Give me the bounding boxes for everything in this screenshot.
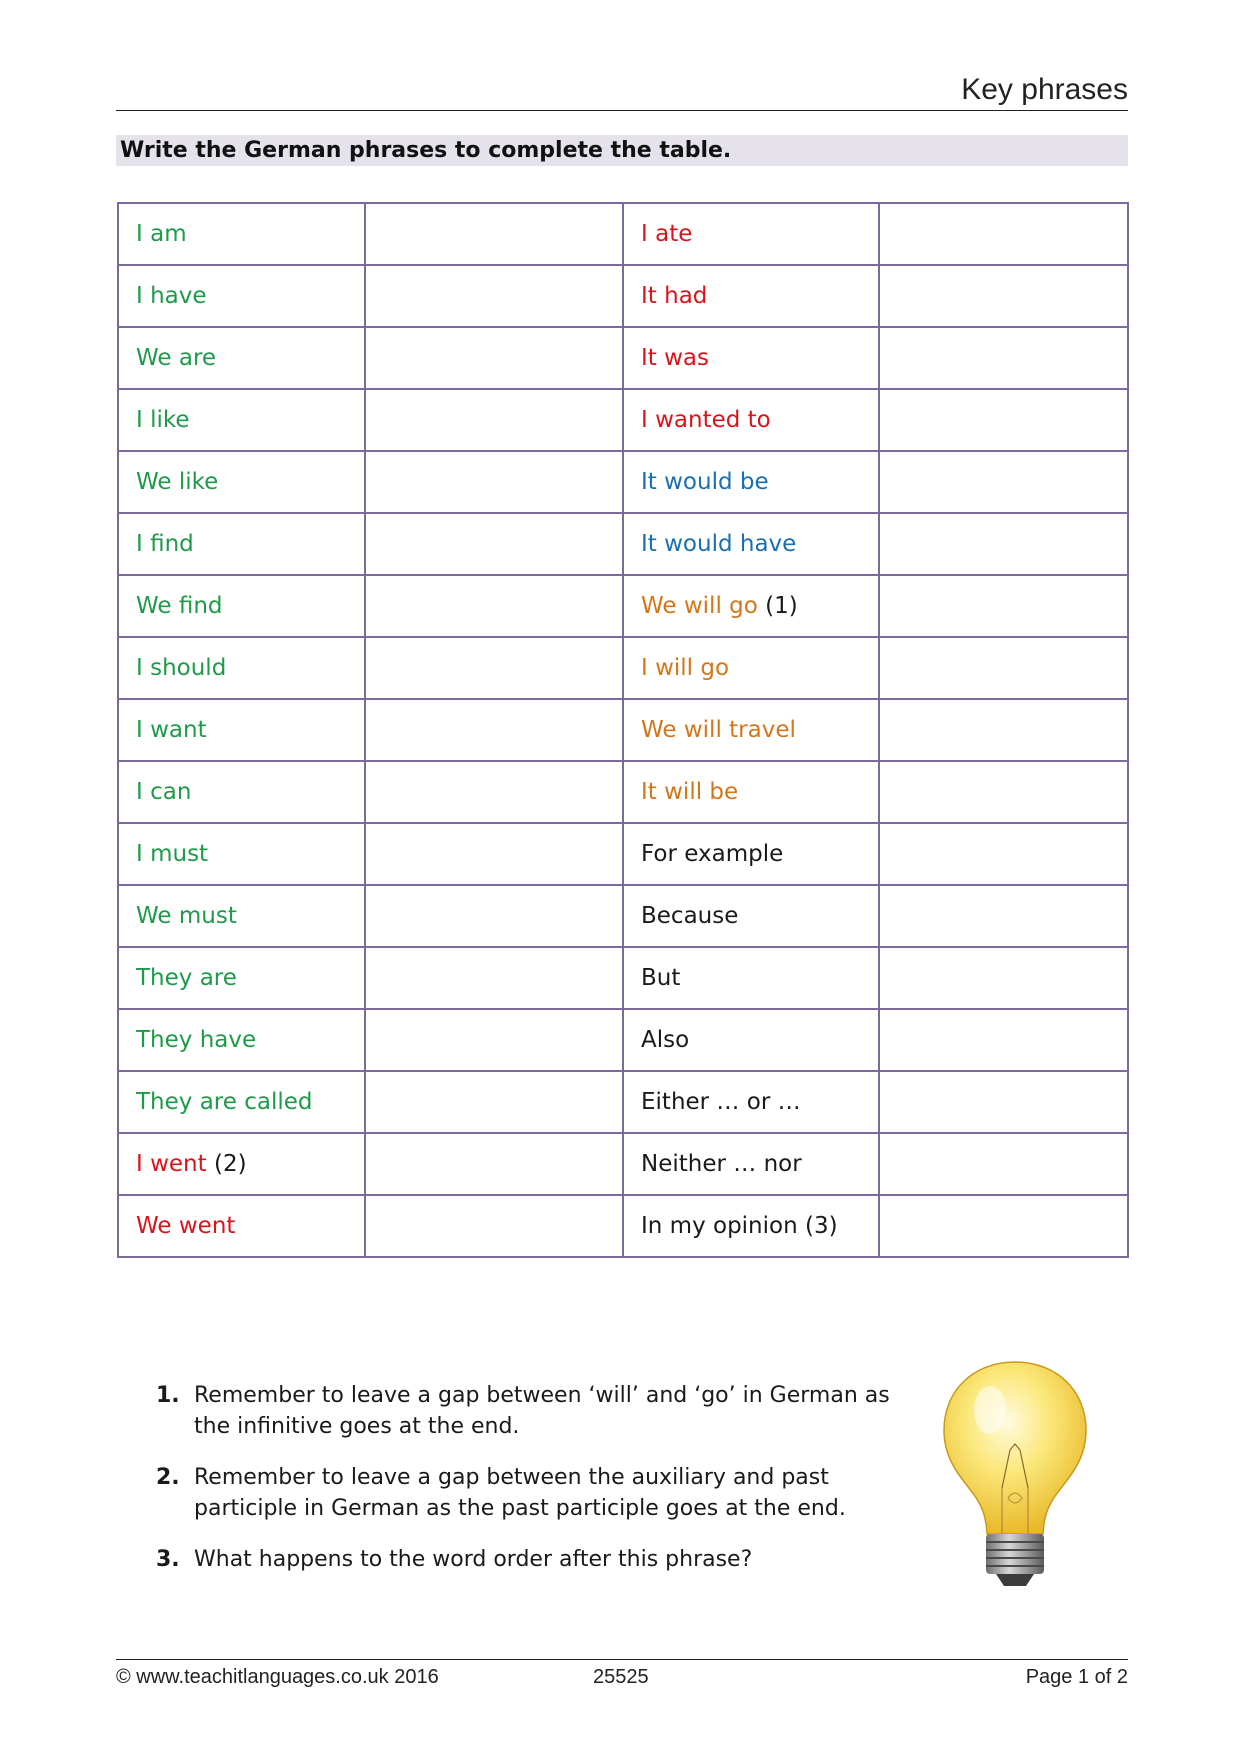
lightbulb-icon (940, 1358, 1090, 1590)
german-answer-cell (879, 637, 1128, 699)
english-phrase: Either … or … (641, 1089, 801, 1115)
english-phrase: It was (641, 345, 710, 371)
english-phrase: Neither … nor (641, 1151, 802, 1177)
german-answer-cell (365, 451, 623, 513)
note-item (150, 1544, 910, 1575)
german-answer-cell (365, 265, 623, 327)
german-answer-cell (879, 1009, 1128, 1071)
english-phrase-cell (118, 203, 365, 265)
german-answer-cell (879, 327, 1128, 389)
german-answer-cell (879, 1195, 1128, 1257)
german-answer-cell (365, 761, 623, 823)
german-answer-cell (879, 699, 1128, 761)
table-row (118, 575, 1128, 637)
german-answer-cell (879, 1133, 1128, 1195)
german-answer-cell (365, 1071, 623, 1133)
table-row (118, 265, 1128, 327)
german-answer-cell (365, 1009, 623, 1071)
english-phrase: I ate (641, 221, 693, 247)
footer-code: 25525 (593, 1666, 649, 1688)
table-row (118, 389, 1128, 451)
english-phrase: But (641, 965, 681, 991)
english-phrase: I wanted to (641, 407, 771, 433)
english-phrase: I like (136, 407, 190, 433)
english-phrase: I find (136, 531, 194, 557)
table-row (118, 513, 1128, 575)
table-row (118, 823, 1128, 885)
note-text: Remember to leave a gap between ‘will’ and ‘go’ in German as the infinitive goes at the end. (194, 1383, 890, 1439)
german-answer-cell (879, 265, 1128, 327)
table-row (118, 947, 1128, 1009)
instruction-text: Write the German phrases to complete the table. (120, 138, 732, 163)
english-phrase-cell (623, 1195, 879, 1257)
english-phrase-cell (623, 1071, 879, 1133)
german-answer-cell (879, 575, 1128, 637)
english-phrase: It had (641, 283, 708, 309)
english-phrase-cell (623, 203, 879, 265)
footer-divider (116, 1659, 1128, 1660)
instruction-banner (116, 135, 1128, 166)
english-phrase-cell (623, 575, 879, 637)
english-phrase: We will go (641, 593, 758, 619)
phrase-table-body (118, 203, 1128, 1257)
english-phrase: We will travel (641, 717, 796, 743)
note-item (150, 1380, 910, 1442)
english-phrase-cell (118, 1071, 365, 1133)
english-phrase: They are (136, 965, 237, 991)
english-phrase-cell (623, 885, 879, 947)
german-answer-cell (365, 1195, 623, 1257)
english-phrase-cell (118, 327, 365, 389)
english-phrase: We must (136, 903, 237, 929)
english-phrase: I should (136, 655, 227, 681)
english-phrase: I am (136, 221, 187, 247)
table-row (118, 203, 1128, 265)
german-answer-cell (365, 203, 623, 265)
english-phrase-cell (118, 637, 365, 699)
english-phrase: We like (136, 469, 219, 495)
german-answer-cell (879, 885, 1128, 947)
english-phrase-cell (623, 947, 879, 1009)
german-answer-cell (365, 947, 623, 1009)
english-phrase-cell (118, 513, 365, 575)
german-answer-cell (365, 637, 623, 699)
title-divider (116, 110, 1128, 111)
english-phrase: I want (136, 717, 207, 743)
note-text: What happens to the word order after this phrase? (194, 1547, 753, 1572)
english-phrase: I can (136, 779, 192, 805)
german-answer-cell (879, 451, 1128, 513)
note-item (150, 1462, 910, 1524)
german-answer-cell (365, 1133, 623, 1195)
table-row (118, 327, 1128, 389)
phrase-table (117, 202, 1129, 1258)
german-answer-cell (365, 575, 623, 637)
german-answer-cell (365, 823, 623, 885)
english-phrase: Also (641, 1027, 690, 1053)
english-phrase: Because (641, 903, 739, 929)
note-number: 3. (156, 1547, 180, 1572)
english-phrase-cell (623, 327, 879, 389)
english-phrase-cell (623, 451, 879, 513)
table-row (118, 699, 1128, 761)
german-answer-cell (365, 513, 623, 575)
english-phrase-cell (118, 823, 365, 885)
english-phrase-cell (118, 575, 365, 637)
notes-list (150, 1380, 910, 1595)
english-phrase-cell (623, 389, 879, 451)
english-phrase: I have (136, 283, 207, 309)
english-phrase-cell (118, 885, 365, 947)
table-row (118, 885, 1128, 947)
german-answer-cell (879, 1071, 1128, 1133)
english-phrase-cell (623, 1009, 879, 1071)
table-row (118, 1071, 1128, 1133)
table-row (118, 761, 1128, 823)
english-phrase-cell (623, 823, 879, 885)
english-phrase-cell (623, 1133, 879, 1195)
note-number: 1. (156, 1383, 180, 1408)
english-phrase-cell (118, 947, 365, 1009)
english-phrase-cell (623, 513, 879, 575)
english-phrase: They have (136, 1027, 257, 1053)
english-phrase: It would be (641, 469, 769, 495)
english-phrase-cell (118, 1133, 365, 1195)
german-answer-cell (879, 761, 1128, 823)
german-answer-cell (365, 327, 623, 389)
footer-page-number: Page 1 of 2 (1025, 1666, 1128, 1688)
english-phrase: We find (136, 593, 223, 619)
table-row (118, 1133, 1128, 1195)
table-row (118, 1195, 1128, 1257)
english-phrase-cell (623, 699, 879, 761)
table-row (118, 451, 1128, 513)
english-phrase: I went (136, 1151, 207, 1177)
note-reference: (1) (765, 593, 798, 619)
page-title: Key phrases (961, 73, 1128, 106)
german-answer-cell (365, 699, 623, 761)
table-row (118, 1009, 1128, 1071)
english-phrase: I will go (641, 655, 730, 681)
english-phrase-cell (118, 1195, 365, 1257)
german-answer-cell (879, 513, 1128, 575)
german-answer-cell (879, 823, 1128, 885)
table-row (118, 637, 1128, 699)
german-answer-cell (365, 885, 623, 947)
english-phrase-cell (623, 761, 879, 823)
english-phrase: For example (641, 841, 784, 867)
german-answer-cell (879, 203, 1128, 265)
english-phrase: They are called (136, 1089, 313, 1115)
german-answer-cell (879, 389, 1128, 451)
note-text: Remember to leave a gap between the auxiliary and past participle in German as the past participle goes at the end. (194, 1465, 846, 1521)
note-reference: (2) (213, 1151, 247, 1177)
english-phrase: In my opinion (3) (641, 1213, 838, 1239)
note-number: 2. (156, 1465, 180, 1490)
english-phrase-cell (623, 637, 879, 699)
english-phrase-cell (118, 389, 365, 451)
english-phrase-cell (118, 265, 365, 327)
german-answer-cell (365, 389, 623, 451)
german-answer-cell (879, 947, 1128, 1009)
english-phrase: I must (136, 841, 209, 867)
english-phrase: We are (136, 345, 217, 371)
english-phrase-cell (118, 451, 365, 513)
english-phrase-cell (623, 265, 879, 327)
english-phrase-cell (118, 1009, 365, 1071)
english-phrase: It will be (641, 779, 739, 805)
english-phrase-cell (118, 761, 365, 823)
english-phrase-cell (118, 699, 365, 761)
english-phrase: We went (136, 1213, 236, 1239)
footer-copyright: © www.teachitlanguages.co.uk 2016 (116, 1666, 439, 1688)
english-phrase: It would have (641, 531, 797, 557)
